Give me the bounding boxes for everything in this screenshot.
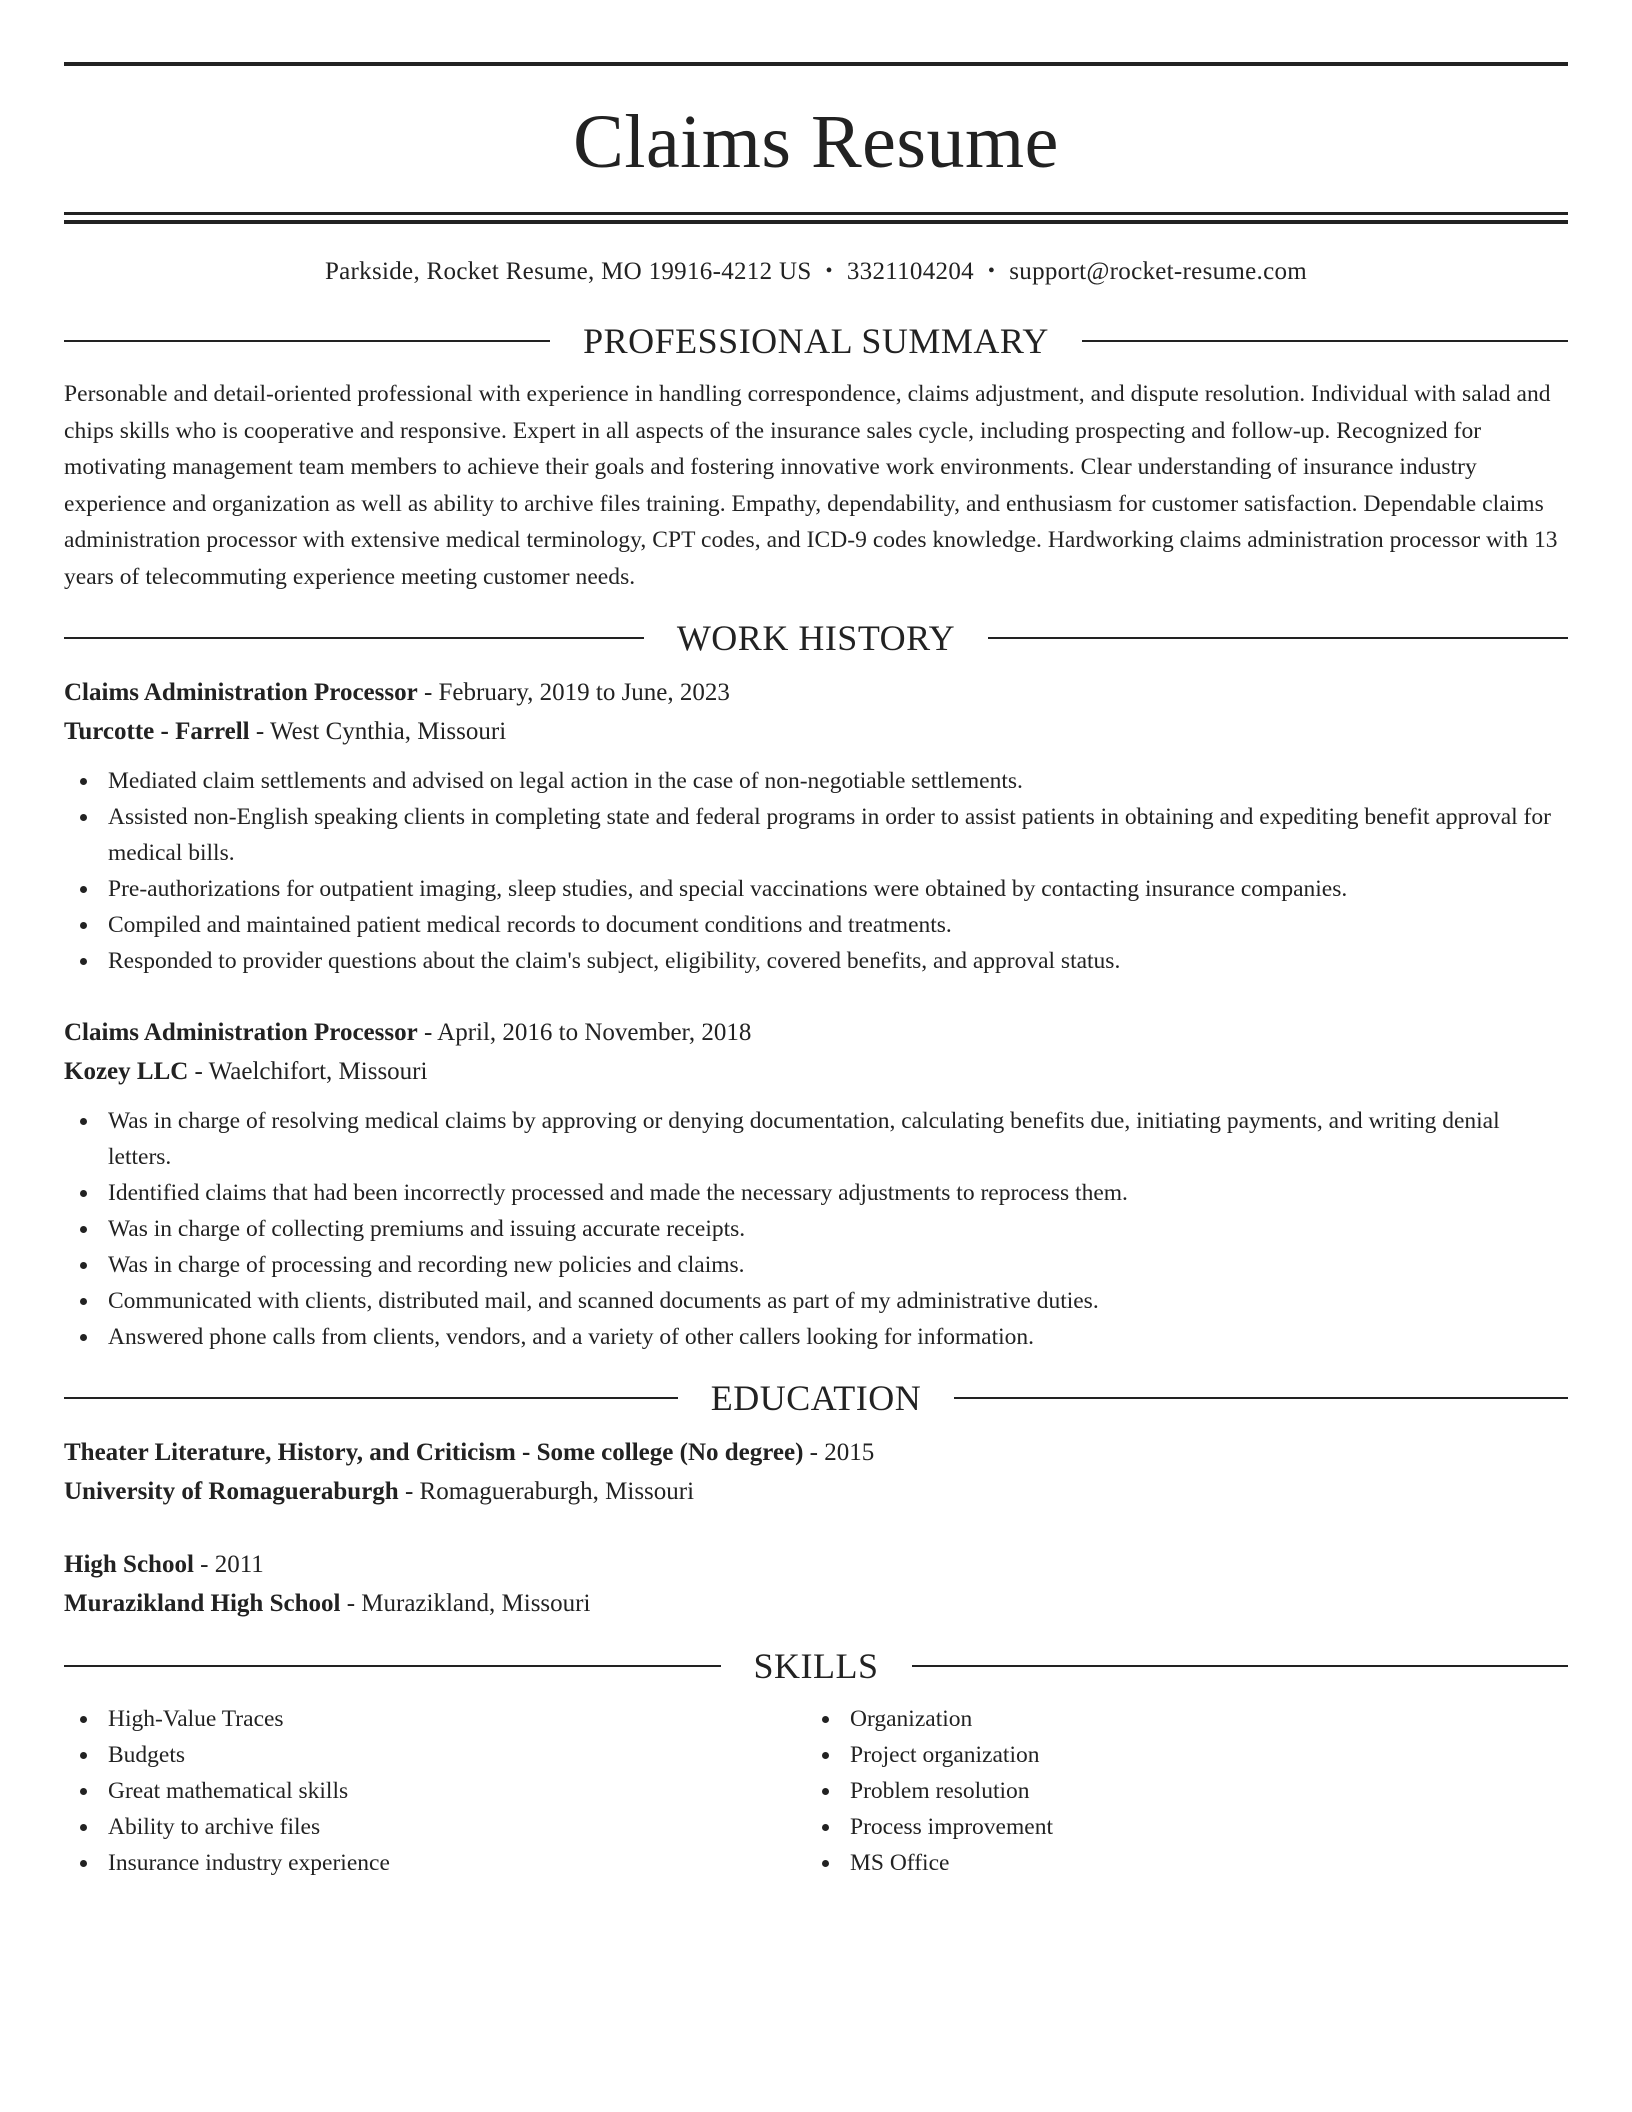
skill-item: High-Value Traces [64, 1701, 806, 1737]
education-school: University of Romagueraburgh [64, 1478, 399, 1505]
education-location: - Romagueraburgh, Missouri [398, 1478, 695, 1505]
job-bullet-list [64, 763, 1568, 979]
job-title-line [64, 1013, 1568, 1052]
education-location: - Murazikland, Missouri [340, 1590, 591, 1617]
job-bullet: Communicated with clients, distributed mail, and scanned documents as part of my administrative duties. [64, 1283, 1568, 1319]
job-bullet: Pre-authorizations for outpatient imaging, sleep studies, and special vaccinations were obtained by contacting insurance companies. [64, 871, 1568, 907]
section-heading-summary [64, 320, 1568, 362]
skills-column-right [806, 1701, 1548, 1881]
job-dates: - February, 2019 to June, 2023 [417, 679, 730, 706]
education-school-line [64, 1472, 1568, 1511]
section-heading-education [64, 1377, 1568, 1419]
job-bullet: Was in charge of collecting premiums and issuing accurate receipts. [64, 1211, 1568, 1247]
skill-item: Project organization [806, 1737, 1548, 1773]
skills-list [806, 1701, 1548, 1881]
job-title-line [64, 673, 1568, 712]
skills-heading: SKILLS [753, 1646, 879, 1686]
title-double-rule [64, 212, 1568, 224]
section-heading-work [64, 617, 1568, 659]
job-location: - Waelchifort, Missouri [188, 1058, 428, 1085]
job-bullet: Assisted non-English speaking clients in completing state and federal programs in order to assist patients in obtaining and expediting benefit approval for medical bills. [64, 799, 1568, 871]
job-bullet: Responded to provider questions about the claim's subject, eligibility, covered benefits, and approval status. [64, 943, 1568, 979]
resume-title: Claims Resume [573, 100, 1059, 184]
job-company: Turcotte - Farrell [64, 718, 250, 745]
heading-rule-left [64, 1665, 721, 1667]
job-location: - West Cynthia, Missouri [249, 718, 507, 745]
summary-text: Personable and detail-oriented professional with experience in handling correspondence, claims adjustment, and dispute resolution. Individual with salad and chips skills who is cooperative and responsive. Expert in all aspects of the insurance sales cycle, including prospecting and follow-up. Recognized for motivating management team members to achieve their goals and fostering innovative work environments. Clear understanding of insurance industry experience and organization as well as ability to archive files training. Empathy, dependability, and enthusiasm for customer satisfaction. Dependable claims administration processor with extensive medical terminology, CPT codes, and ICD-9 codes knowledge. Hardworking claims administration processor with 13 years of telecommuting experience meeting customer needs. [64, 381, 1558, 590]
education-heading: EDUCATION [710, 1378, 922, 1418]
job-entry [64, 1013, 1568, 1355]
heading-rule-right [988, 637, 1568, 639]
job-company-line [64, 712, 1568, 751]
education-year: - 2011 [193, 1551, 264, 1578]
skill-item: Great mathematical skills [64, 1773, 806, 1809]
job-bullet: Compiled and maintained patient medical records to document conditions and treatments. [64, 907, 1568, 943]
education-degree-line [64, 1545, 1568, 1584]
work-heading: WORK HISTORY [676, 618, 956, 658]
skill-item: Organization [806, 1701, 1548, 1737]
heading-rule-right [1082, 340, 1568, 342]
heading-rule-left [64, 637, 644, 639]
education-school: Murazikland High School [64, 1590, 341, 1617]
job-bullet: Was in charge of resolving medical claims by approving or denying documentation, calculating benefits due, initiating payments, and writing denial letters. [64, 1103, 1568, 1175]
skill-item: Budgets [64, 1737, 806, 1773]
skills-grid [64, 1701, 1568, 1881]
job-entry [64, 673, 1568, 979]
skill-item: Insurance industry experience [64, 1845, 806, 1881]
heading-rule-left [64, 340, 550, 342]
job-dates: - April, 2016 to November, 2018 [417, 1019, 752, 1046]
job-title: Claims Administration Processor [64, 1019, 418, 1046]
education-degree: High School [64, 1551, 194, 1578]
job-title: Claims Administration Processor [64, 679, 418, 706]
contact-separator: • [825, 260, 833, 282]
job-bullet: Identified claims that had been incorrectly processed and made the necessary adjustments to reprocess them. [64, 1175, 1568, 1211]
top-rule [64, 62, 1568, 66]
heading-rule-right [912, 1665, 1569, 1667]
education-entry [64, 1545, 1568, 1623]
education-school-line [64, 1584, 1568, 1623]
job-company: Kozey LLC [64, 1058, 189, 1085]
contact-address: Parkside, Rocket Resume, MO 19916-4212 US [324, 258, 812, 285]
skills-list [64, 1701, 806, 1881]
heading-rule-right [954, 1397, 1568, 1399]
skill-item: MS Office [806, 1845, 1548, 1881]
contact-email: support@rocket-resume.com [1009, 258, 1308, 285]
heading-rule-left [64, 1397, 678, 1399]
contact-line [64, 258, 1568, 286]
education-year: - 2015 [803, 1439, 875, 1466]
job-bullet-list [64, 1103, 1568, 1355]
skill-item: Process improvement [806, 1809, 1548, 1845]
job-bullet: Was in charge of processing and recording new policies and claims. [64, 1247, 1568, 1283]
job-bullet: Answered phone calls from clients, vendors, and a variety of other callers looking for information. [64, 1319, 1568, 1355]
skill-item: Problem resolution [806, 1773, 1548, 1809]
skill-item: Ability to archive files [64, 1809, 806, 1845]
job-bullet: Mediated claim settlements and advised on legal action in the case of non-negotiable settlements. [64, 763, 1568, 799]
job-company-line [64, 1052, 1568, 1091]
contact-separator: • [987, 260, 996, 282]
education-degree: Theater Literature, History, and Criticism - Some college (No degree) [64, 1439, 804, 1466]
summary-heading: PROFESSIONAL SUMMARY [583, 321, 1049, 361]
contact-phone: 3321104204 [846, 258, 974, 285]
education-degree-line [64, 1433, 1568, 1472]
skills-column-left [64, 1701, 806, 1881]
education-entry [64, 1433, 1568, 1511]
section-heading-skills [64, 1645, 1568, 1687]
